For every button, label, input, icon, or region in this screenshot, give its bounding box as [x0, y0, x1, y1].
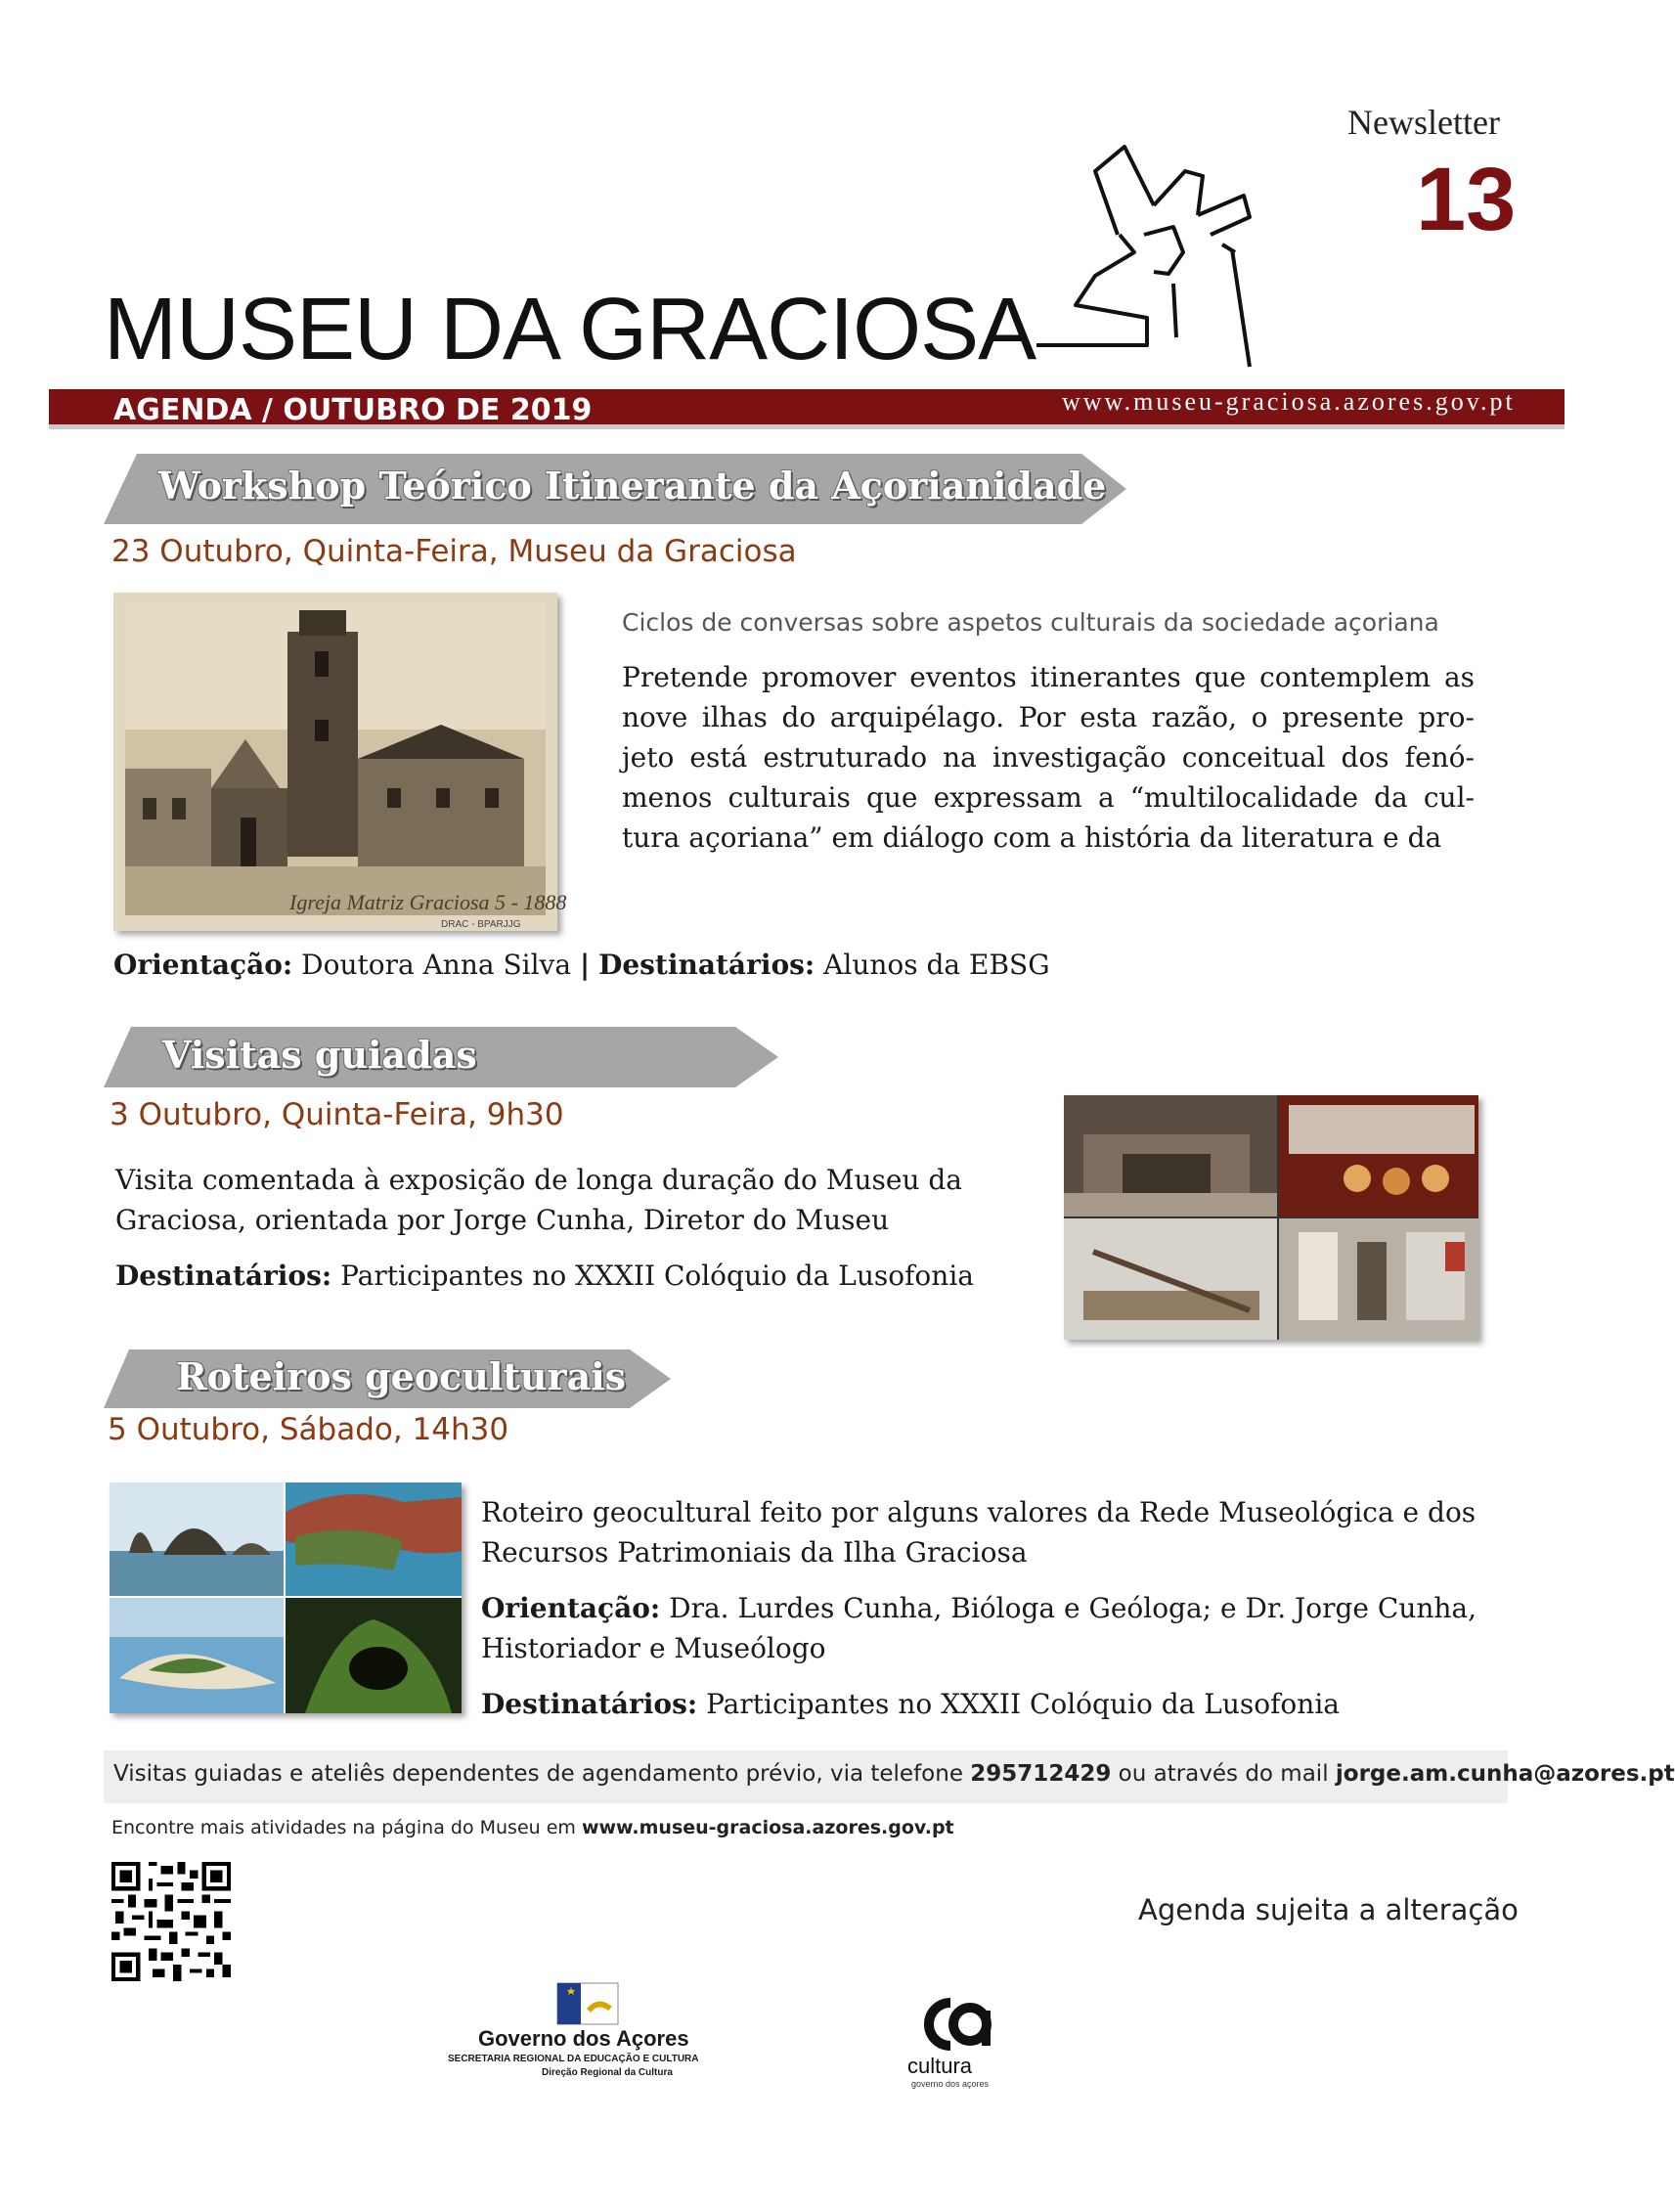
acores-flag-icon [557, 1983, 618, 2024]
cultura-mark-icon [909, 1995, 997, 2054]
booking-notice [113, 1761, 1675, 1787]
event-date: 3 Outubro, Quinta-Feira, 9h30 [110, 1097, 564, 1132]
landscape-collage-illustration [110, 1482, 462, 1713]
website-link[interactable]: www.museu-graciosa.azores.gov.pt [1062, 387, 1516, 416]
orientation-value: Dra. Lurdes Cunha, Bióloga e Geóloga; e Dr. Jorge Cunha, Historiador e Museólogo [481, 1592, 1477, 1664]
qr-code-icon[interactable] [111, 1862, 231, 1981]
audience-value: Participantes no XXXII Colóquio da Lusofonia [706, 1688, 1340, 1720]
audience-value: Participantes no XXXII Colóquio da Lusofonia [340, 1260, 974, 1292]
church-photo [113, 593, 567, 931]
more-activities-line [111, 1817, 954, 1838]
section-title: Roteiros geoculturais [176, 1354, 627, 1398]
section-description: Roteiro geocultural feito por alguns valores da Rede Museológica e dos Recursos Patrimoniais da Ilha Graciosa [481, 1496, 1477, 1569]
museum-title: MUSEU DA GRACIOSA [104, 281, 1036, 378]
photo-handwriting: Igreja Matriz Graciosa 5 - 1888 [289, 890, 567, 914]
audience-label: Destinatários: [598, 949, 815, 981]
section-banner-workshop [104, 454, 1126, 524]
section-banner-visits [104, 1027, 778, 1087]
event-date: 23 Outubro, Quinta-Feira, Museu da Graciosa [111, 534, 797, 569]
orientation-line [481, 1588, 1518, 1668]
photo-caption: DRAC - BPARJJG [441, 919, 521, 930]
orientation-line [113, 945, 1050, 985]
windmill-logo-icon [1036, 137, 1271, 372]
section-description: Visita comentada à exposição de longa duração do Museu da Graciosa, orientada por Jorge Cunha, Diretor do Museu [115, 1164, 963, 1236]
landscape-photo [110, 1482, 462, 1713]
notice-prefix: Visitas guiadas e ateliês dependentes de agendamento prévio, via telefone [113, 1761, 971, 1787]
section-title: Visitas guiadas [162, 1033, 477, 1077]
more-prefix: Encontre mais atividades na página do Museu em [111, 1817, 582, 1838]
gov-name: Governo dos Açores [478, 2026, 689, 2051]
audience-line [115, 1256, 974, 1296]
orientation-label: Orientação: [481, 1592, 661, 1624]
museum-interior-photo [1064, 1095, 1478, 1340]
church-illustration [113, 593, 567, 931]
cultura-subtext: governo dos açores [911, 2079, 990, 2089]
cultura-text: cultura [907, 2054, 973, 2078]
section-title: Workshop Teórico Itinerante da Açorianidade [158, 464, 1107, 508]
phone-number[interactable]: 295712429 [970, 1761, 1112, 1787]
museum-collage-illustration [1064, 1095, 1478, 1340]
orientation-value: Doutora Anna Silva [301, 949, 572, 981]
agenda-label: AGENDA / OUTUBRO DE 2019 [113, 393, 593, 427]
subject-to-change-note: Agenda sujeita a alteração [1138, 1893, 1519, 1926]
gov-secretariat: SECRETARIA REGIONAL DA EDUCAÇÃO E CULTURA [448, 2054, 699, 2064]
notice-middle: ou através do mail [1111, 1761, 1336, 1787]
governo-acores-logo [446, 1983, 739, 2091]
museum-website-link[interactable]: www.museu-graciosa.azores.gov.pt [581, 1817, 954, 1838]
audience-line [481, 1684, 1340, 1724]
cultura-logo [900, 1995, 1007, 2102]
newsletter-label: Newsletter [1347, 103, 1500, 142]
section-subtitle: Ciclos de conversas sobre aspetos culturais da sociedade açoriana [622, 608, 1439, 637]
audience-label: Destinatários: [115, 1260, 332, 1292]
section-description: Pretende promover eventos itinerantes que contemplem as nove ilhas do arquipélago. Por esta razão, o presente pro-jeto está estruturado na investigação conceitual dos fenó-menos culturais que expressam a “multilocalidade da cul-tura açoriana” em diálogo com a história da literatura e da [622, 661, 1475, 854]
issue-number: 13 [1416, 150, 1517, 249]
section-banner-routes [104, 1349, 671, 1408]
audience-value: Alunos da EBSG [823, 949, 1050, 981]
gov-directorate: Direção Regional da Cultura [542, 2067, 673, 2078]
email-link[interactable]: jorge.am.cunha@azores.pt [1335, 1761, 1675, 1787]
event-date: 5 Outubro, Sábado, 14h30 [108, 1412, 509, 1447]
audience-label: Destinatários: [481, 1688, 698, 1720]
separator: | [579, 949, 591, 981]
orientation-label: Orientação: [113, 949, 293, 981]
